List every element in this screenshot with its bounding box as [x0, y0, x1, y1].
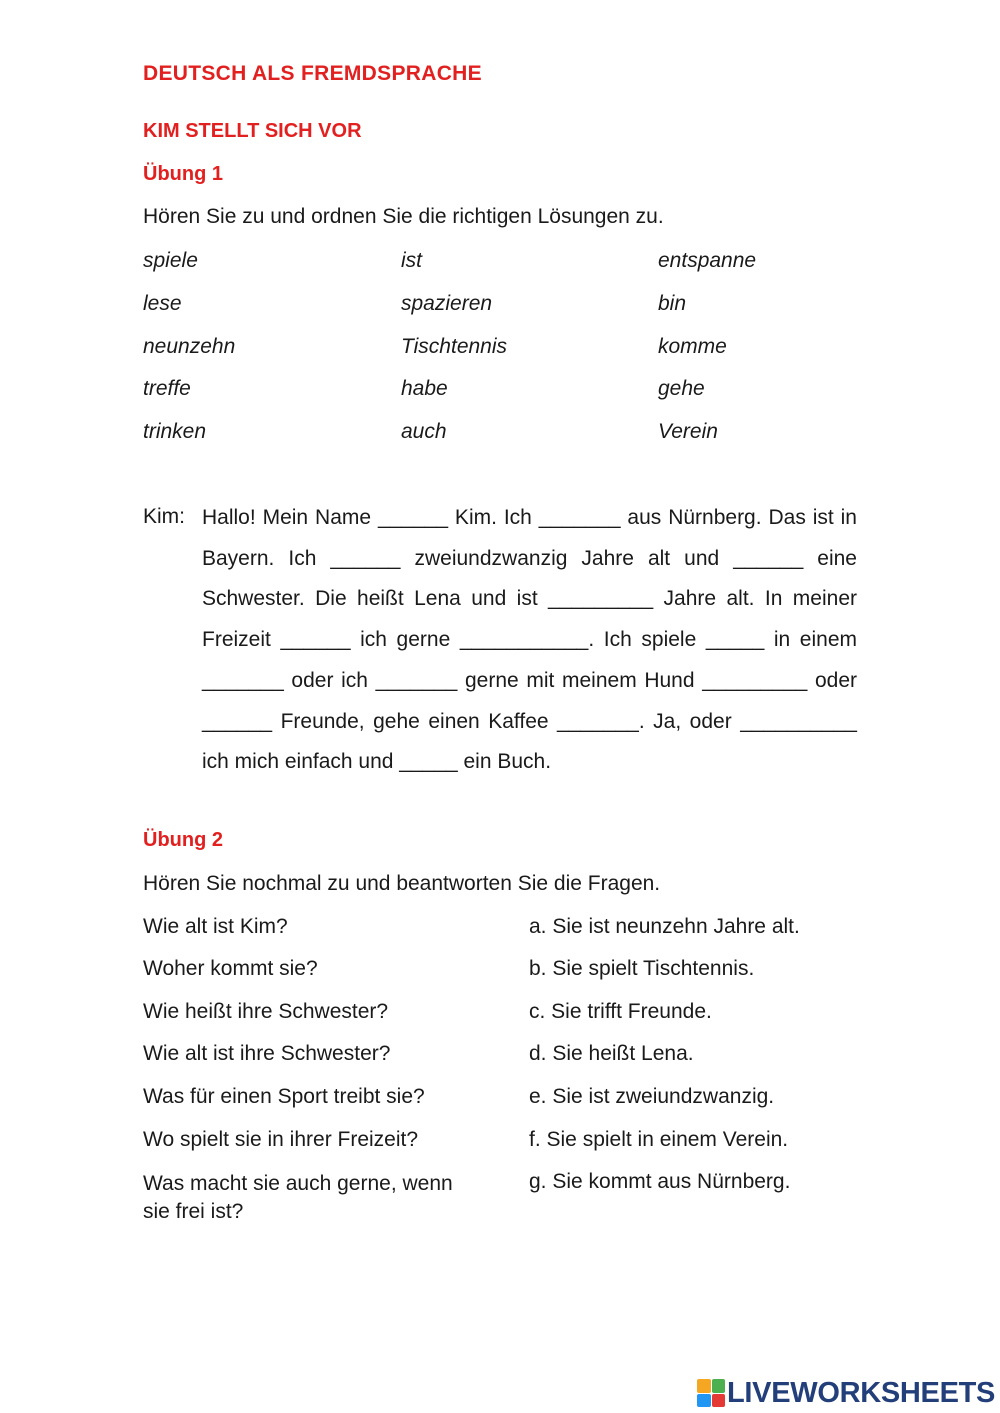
- word-bank-item: treffe: [143, 377, 191, 400]
- exercise2-instruction: Hören Sie nochmal zu und beantworten Sie die Fragen.: [143, 872, 661, 895]
- answer-item: d. Sie heißt Lena.: [529, 1042, 694, 1065]
- question-item: Wie alt ist Kim?: [143, 915, 288, 938]
- logo-tile: [712, 1379, 726, 1393]
- answer-item: e. Sie ist zweiundzwanzig.: [529, 1085, 775, 1108]
- word-bank-item: komme: [658, 335, 727, 358]
- cloze-text: Hallo! Mein Name ______ Kim. Ich _______ aus Nürnberg. Das ist in Bayern. Ich ______ zweiundzwanzig Jahre alt und ______ eine Schwester. Die heißt Lena und ist _________ Jahre alt. In meiner Freizeit ______ ich gerne ___________. Ich spiele _____ in einem _______ oder ich _______ gerne mit meinem Hund _________ oder ______ Freunde, gehe einen Kaffee _______. Ja, oder __________ ich mich einfach und _____ ein Buch.: [202, 506, 857, 774]
- question-item: Wie heißt ihre Schwester?: [143, 1000, 389, 1023]
- answer-item: a. Sie ist neunzehn Jahre alt.: [529, 915, 800, 938]
- word-bank-item: entspanne: [658, 249, 757, 272]
- exercise2-heading: Übung 2: [143, 829, 223, 851]
- word-bank-item: auch: [401, 420, 447, 443]
- word-bank-item: neunzehn: [143, 335, 236, 358]
- document-title: DEUTSCH ALS FREMDSPRACHE: [143, 62, 482, 85]
- word-bank-item: gehe: [658, 377, 705, 400]
- word-bank-item: habe: [401, 377, 448, 400]
- word-bank-item: lese: [143, 292, 182, 315]
- exercise1-instruction: Hören Sie zu und ordnen Sie die richtigen Lösungen zu.: [143, 205, 664, 228]
- word-bank-item: Verein: [658, 420, 718, 443]
- word-bank-item: spiele: [143, 249, 198, 272]
- word-bank-item: bin: [658, 292, 687, 315]
- document-subtitle: KIM STELLT SICH VOR: [143, 120, 362, 142]
- question-item: Was macht sie auch gerne, wenn sie frei ist?: [143, 1172, 453, 1223]
- logo-tile: [697, 1379, 711, 1393]
- answer-item: c. Sie trifft Freunde.: [529, 1000, 712, 1023]
- exercise1-heading: Übung 1: [143, 163, 223, 185]
- word-bank-item: ist: [401, 249, 422, 272]
- question-item: Was für einen Sport treibt sie?: [143, 1085, 425, 1108]
- question-item: Woher kommt sie?: [143, 957, 318, 980]
- answer-item: g. Sie kommt aus Nürnberg.: [529, 1170, 791, 1193]
- speaker-label: Kim:: [143, 505, 185, 528]
- logo-text: LIVEWORKSHEETS: [727, 1376, 996, 1409]
- word-bank-item: Tischtennis: [401, 335, 508, 358]
- logo-tile: [697, 1394, 711, 1408]
- question-item: Wo spielt sie in ihrer Freizeit?: [143, 1128, 419, 1151]
- liveworksheets-logo-icon: [697, 1379, 725, 1407]
- question-item: Wie alt ist ihre Schwester?: [143, 1042, 391, 1065]
- word-bank-item: spazieren: [401, 292, 493, 315]
- liveworksheets-logo: [697, 1376, 995, 1410]
- logo-tile: [712, 1394, 726, 1408]
- word-bank-item: trinken: [143, 420, 207, 443]
- answer-item: f. Sie spielt in einem Verein.: [529, 1128, 789, 1151]
- answer-item: b. Sie spielt Tischtennis.: [529, 957, 755, 980]
